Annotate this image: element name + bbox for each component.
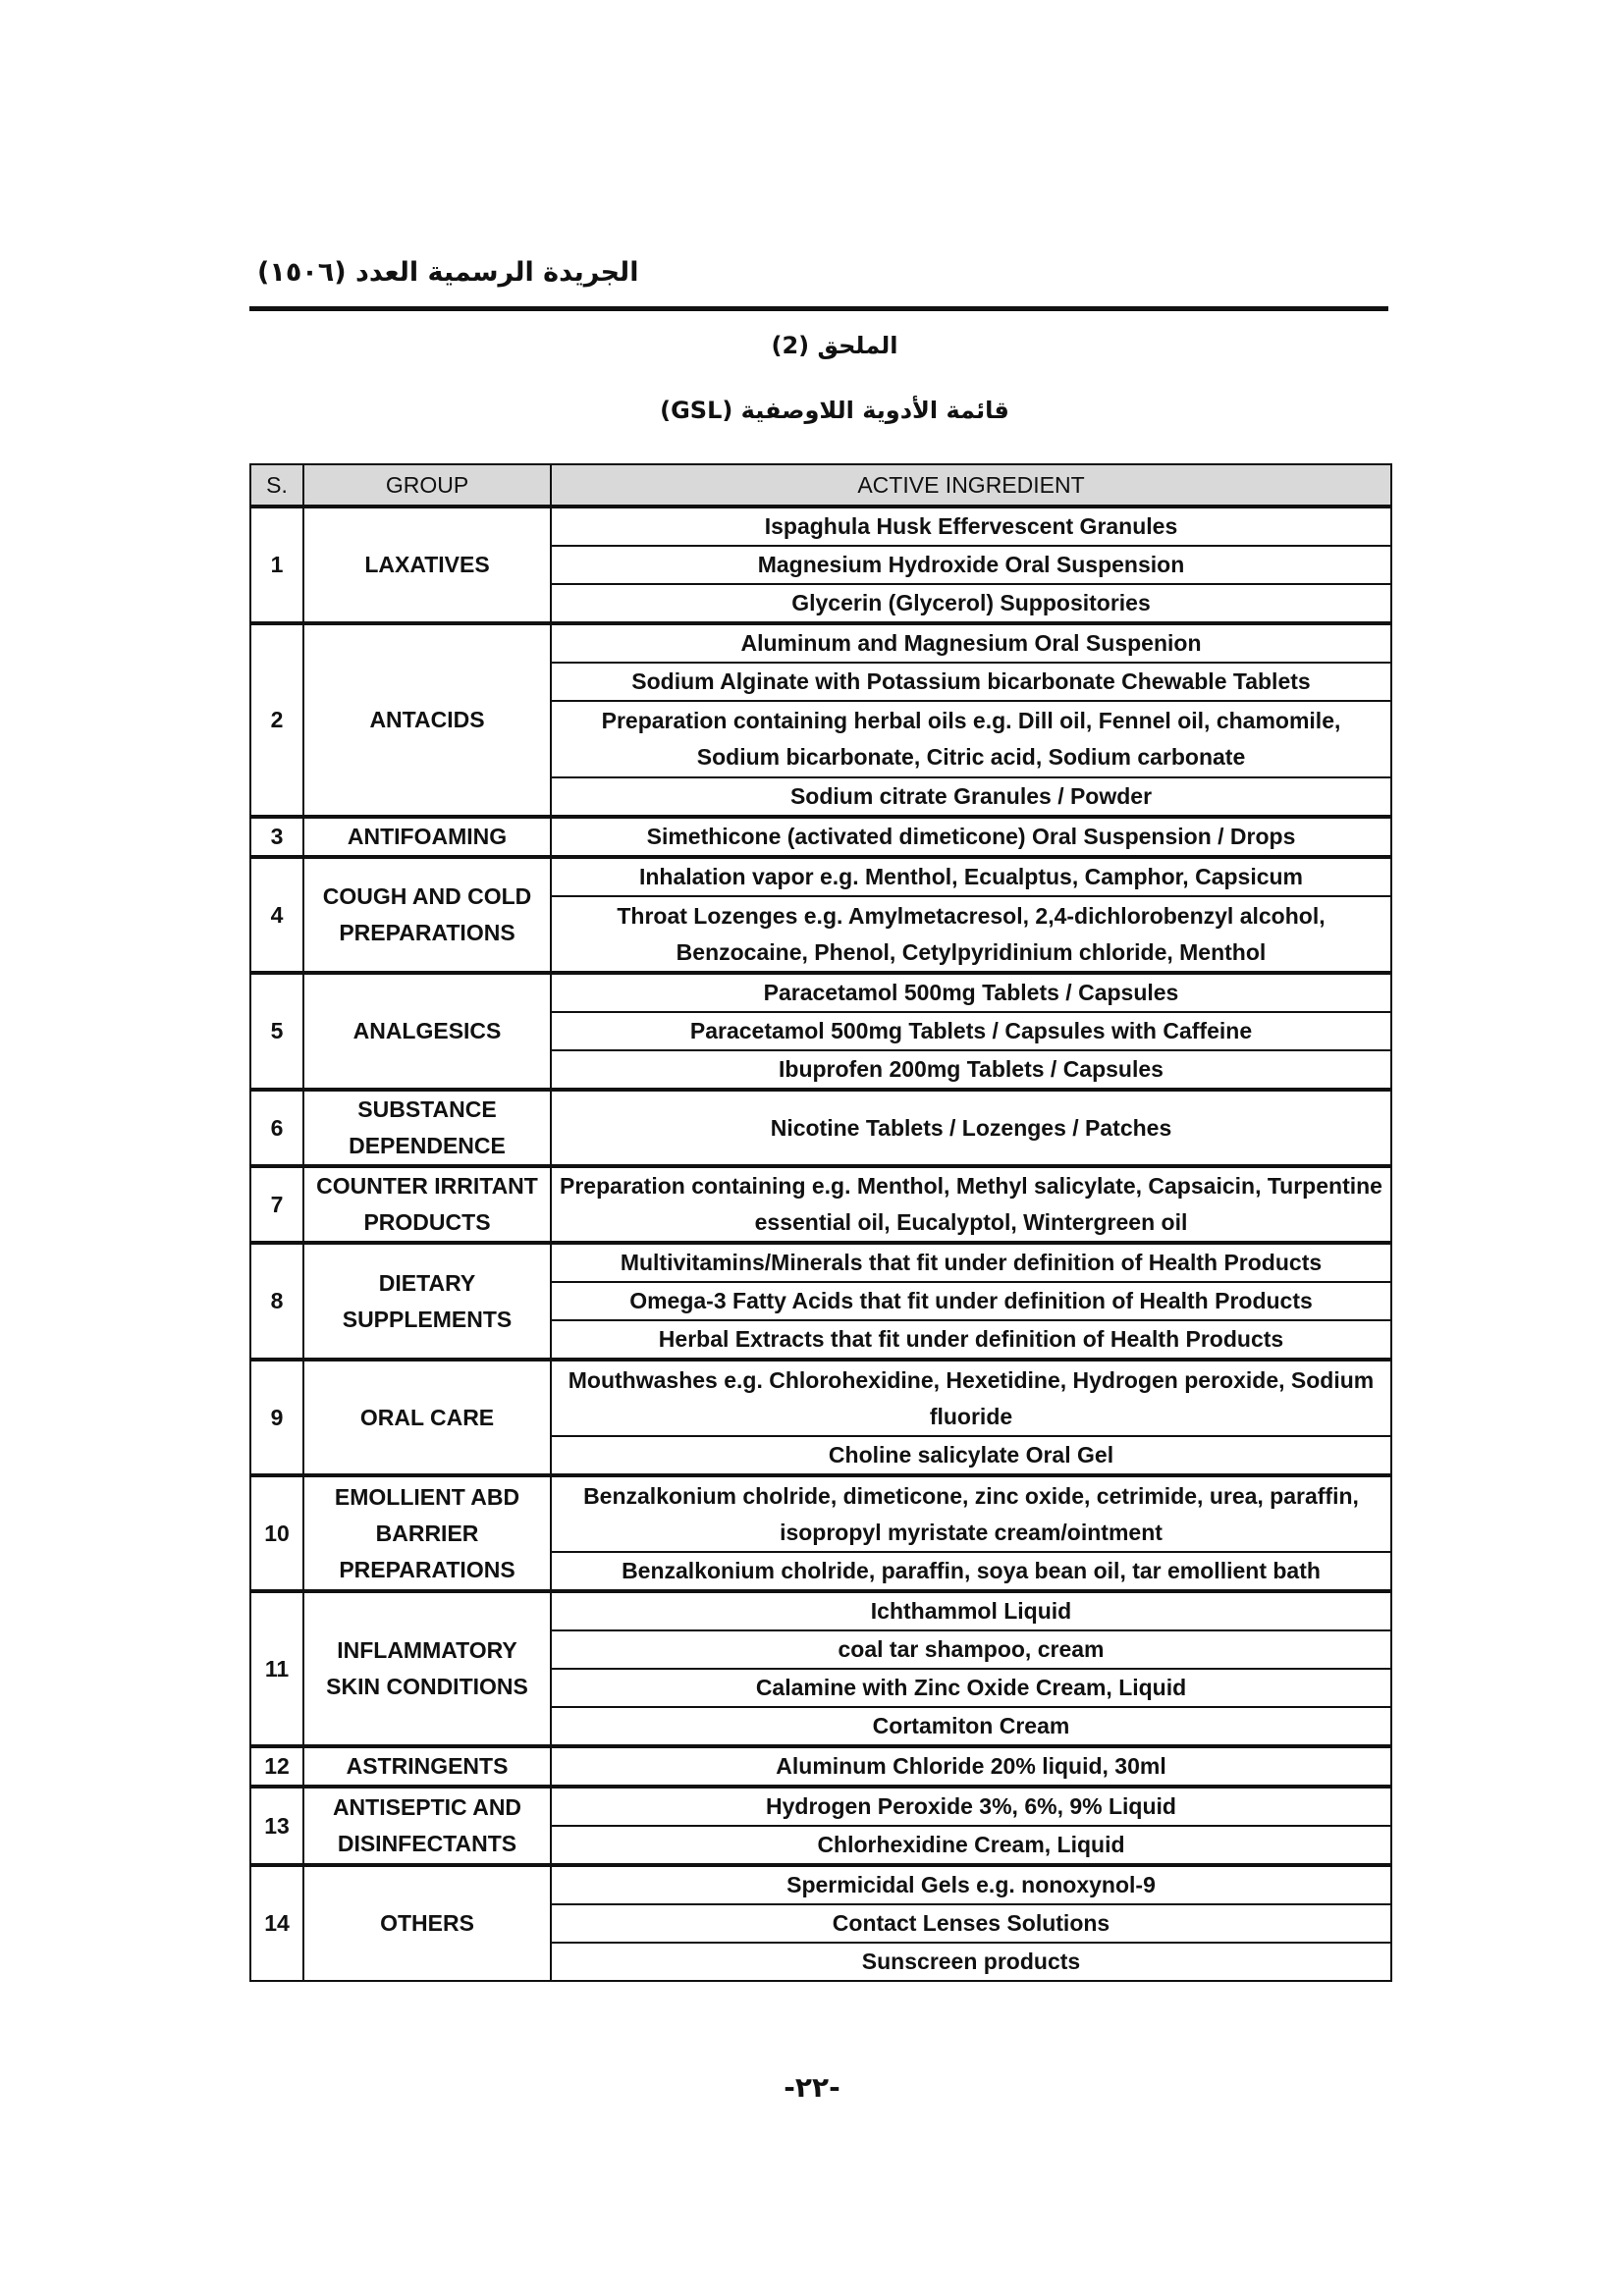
ingredient-cell: Preparation containing e.g. Menthol, Methyl salicylate, Capsaicin, Turpentine essential oil, Eucalyptol, Wintergreen oil bbox=[551, 1166, 1391, 1243]
group-name: COUNTER IRRITANT PRODUCTS bbox=[303, 1166, 551, 1243]
ingredient-cell: Mouthwashes e.g. Chlorohexidine, Hexetidine, Hydrogen peroxide, Sodium fluoride bbox=[551, 1360, 1391, 1436]
serial-number: 14 bbox=[250, 1865, 303, 1981]
ingredient-cell: Preparation containing herbal oils e.g. Dill oil, Fennel oil, chamomile, Sodium bicarbonate, Citric acid, Sodium carbonate bbox=[551, 701, 1391, 777]
serial-number: 11 bbox=[250, 1591, 303, 1746]
ingredient-cell: Cortamiton Cream bbox=[551, 1707, 1391, 1746]
table-row bbox=[250, 1746, 1391, 1787]
table-row bbox=[250, 1865, 1391, 1904]
header-active-ingredient: ACTIVE INGREDIENT bbox=[551, 464, 1391, 507]
ingredient-cell: Chlorhexidine Cream, Liquid bbox=[551, 1826, 1391, 1865]
serial-number: 1 bbox=[250, 507, 303, 623]
ingredient-cell: Aluminum and Magnesium Oral Suspenion bbox=[551, 623, 1391, 663]
table-row bbox=[250, 1360, 1391, 1436]
ingredient-cell: coal tar shampoo, cream bbox=[551, 1630, 1391, 1669]
group-name: SUBSTANCE DEPENDENCE bbox=[303, 1090, 551, 1166]
ingredient-cell: Choline salicylate Oral Gel bbox=[551, 1436, 1391, 1475]
table-row bbox=[250, 1787, 1391, 1826]
ingredient-cell: Hydrogen Peroxide 3%, 6%, 9% Liquid bbox=[551, 1787, 1391, 1826]
table-row bbox=[250, 1090, 1391, 1166]
ingredient-cell: Multivitamins/Minerals that fit under definition of Health Products bbox=[551, 1243, 1391, 1282]
header-serial: S. bbox=[250, 464, 303, 507]
serial-number: 2 bbox=[250, 623, 303, 817]
group-name: ANTACIDS bbox=[303, 623, 551, 817]
serial-number: 5 bbox=[250, 973, 303, 1090]
group-name: ANTIFOAMING bbox=[303, 817, 551, 857]
serial-number: 13 bbox=[250, 1787, 303, 1865]
serial-number: 12 bbox=[250, 1746, 303, 1787]
serial-number: 4 bbox=[250, 857, 303, 973]
ingredient-cell: Sodium citrate Granules / Powder bbox=[551, 777, 1391, 817]
serial-number: 3 bbox=[250, 817, 303, 857]
ingredient-cell: Ichthammol Liquid bbox=[551, 1591, 1391, 1630]
group-name: ANALGESICS bbox=[303, 973, 551, 1090]
ingredient-cell: Calamine with Zinc Oxide Cream, Liquid bbox=[551, 1669, 1391, 1707]
header-group: GROUP bbox=[303, 464, 551, 507]
ingredient-cell: Aluminum Chloride 20% liquid, 30ml bbox=[551, 1746, 1391, 1787]
table-row bbox=[250, 1166, 1391, 1243]
table-row bbox=[250, 507, 1391, 546]
page-number: -٢٢- bbox=[784, 2071, 840, 2104]
ingredient-cell: Throat Lozenges e.g. Amylmetacresol, 2,4-dichlorobenzyl alcohol, Benzocaine, Phenol, Cetylpyridinium chloride, Menthol bbox=[551, 896, 1391, 973]
ingredient-cell: Omega-3 Fatty Acids that fit under definition of Health Products bbox=[551, 1282, 1391, 1320]
table-header-row bbox=[250, 464, 1391, 507]
group-name: DIETARY SUPPLEMENTS bbox=[303, 1243, 551, 1360]
ingredient-cell: Simethicone (activated dimeticone) Oral Suspension / Drops bbox=[551, 817, 1391, 857]
ingredient-cell: Paracetamol 500mg Tablets / Capsules with Caffeine bbox=[551, 1012, 1391, 1050]
group-name: OTHERS bbox=[303, 1865, 551, 1981]
serial-number: 8 bbox=[250, 1243, 303, 1360]
group-name: EMOLLIENT ABD BARRIER PREPARATIONS bbox=[303, 1475, 551, 1591]
table-row bbox=[250, 1243, 1391, 1282]
group-name: INFLAMMATORY SKIN CONDITIONS bbox=[303, 1591, 551, 1746]
ingredient-cell: Benzalkonium cholride, paraffin, soya bean oil, tar emollient bath bbox=[551, 1552, 1391, 1591]
ingredient-cell: Sodium Alginate with Potassium bicarbonate Chewable Tablets bbox=[551, 663, 1391, 701]
header-divider bbox=[249, 306, 1388, 311]
table-row bbox=[250, 623, 1391, 663]
table-row bbox=[250, 973, 1391, 1012]
ingredient-cell: Ispaghula Husk Effervescent Granules bbox=[551, 507, 1391, 546]
group-name: LAXATIVES bbox=[303, 507, 551, 623]
group-name: ASTRINGENTS bbox=[303, 1746, 551, 1787]
ingredient-cell: Paracetamol 500mg Tablets / Capsules bbox=[551, 973, 1391, 1012]
ingredient-cell: Ibuprofen 200mg Tablets / Capsules bbox=[551, 1050, 1391, 1090]
ingredient-cell: Spermicidal Gels e.g. nonoxynol-9 bbox=[551, 1865, 1391, 1904]
ingredient-cell: Benzalkonium cholride, dimeticone, zinc oxide, cetrimide, urea, paraffin, isopropyl myristate cream/ointment bbox=[551, 1475, 1391, 1552]
ingredient-cell: Sunscreen products bbox=[551, 1943, 1391, 1981]
serial-number: 9 bbox=[250, 1360, 303, 1475]
group-name: ORAL CARE bbox=[303, 1360, 551, 1475]
table-row bbox=[250, 1591, 1391, 1630]
ingredient-cell: Inhalation vapor e.g. Menthol, Ecualptus, Camphor, Capsicum bbox=[551, 857, 1391, 896]
ingredient-cell: Nicotine Tablets / Lozenges / Patches bbox=[551, 1090, 1391, 1166]
ingredient-cell: Magnesium Hydroxide Oral Suspension bbox=[551, 546, 1391, 584]
group-name: ANTISEPTIC AND DISINFECTANTS bbox=[303, 1787, 551, 1865]
table-row bbox=[250, 857, 1391, 896]
serial-number: 6 bbox=[250, 1090, 303, 1166]
gazette-header-title: الجريدة الرسمية العدد (١٥٠٦) bbox=[257, 257, 639, 288]
group-name: COUGH AND COLD PREPARATIONS bbox=[303, 857, 551, 973]
annex-title: الملحق (2) bbox=[771, 332, 898, 359]
serial-number: 10 bbox=[250, 1475, 303, 1591]
serial-number: 7 bbox=[250, 1166, 303, 1243]
table-row bbox=[250, 1475, 1391, 1552]
table-row bbox=[250, 817, 1391, 857]
ingredient-cell: Contact Lenses Solutions bbox=[551, 1904, 1391, 1943]
gsl-list-title: قائمة الأدوية اللاوصفية (GSL) bbox=[660, 397, 1009, 424]
gsl-medicines-table bbox=[249, 463, 1392, 1982]
ingredient-cell: Glycerin (Glycerol) Suppositories bbox=[551, 584, 1391, 623]
ingredient-cell: Herbal Extracts that fit under definition of Health Products bbox=[551, 1320, 1391, 1360]
